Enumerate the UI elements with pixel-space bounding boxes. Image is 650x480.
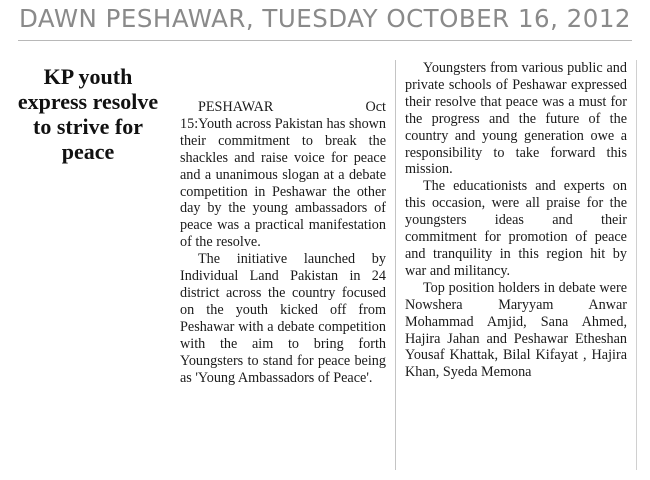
masthead-rule	[18, 40, 632, 41]
article-column-1	[180, 99, 386, 386]
dateline-month: Oct	[365, 99, 386, 115]
dateline	[180, 99, 386, 116]
paragraph: The educationists and experts on this occasion, were all praise for the youngsters ideas and their commitment for promotion of peace and tranquility in this region hit by war and militancy.	[405, 178, 627, 279]
article-column-2	[405, 60, 627, 381]
paragraph: 15:Youth across Pakistan has shown their commitment to break the shackles and raise voice for peace and a unanimous slogan at a debate competition in Peshawar the other day by the young ambassadors of peace was a practical manifestation of the resolve.	[180, 115, 386, 251]
paragraph: Youngsters from various public and private schools of Peshawar expressed their resolve that peace was a must for the progress and the future of the country and young generation owe a responsibility to take forward this mission.	[405, 60, 627, 178]
dateline-city: PESHAWAR	[198, 99, 274, 115]
paragraph: The initiative launched by Individual Land Pakistan in 24 district across the country focused on the youth kicked off from Peshawar with a debate competition with the aim to bring forth Youngsters to stand for peace being as 'Young Ambassadors of Peace'.	[180, 251, 386, 386]
column-divider	[636, 60, 637, 470]
masthead: DAWN PESHAWAR, TUESDAY OCTOBER 16, 2012	[18, 4, 632, 33]
paragraph: Top position holders in debate were Nowshera Maryyam Anwar Mohammad Amjid, Sana Ahmed, Hajira Jahan and Peshawar Etheshan Yousaf Khattak, Bilal Kifayat , Hajira Khan, Syeda Memona	[405, 279, 627, 381]
column-divider	[395, 60, 396, 470]
headline: KP youth express resolve to strive for peace	[17, 64, 159, 164]
